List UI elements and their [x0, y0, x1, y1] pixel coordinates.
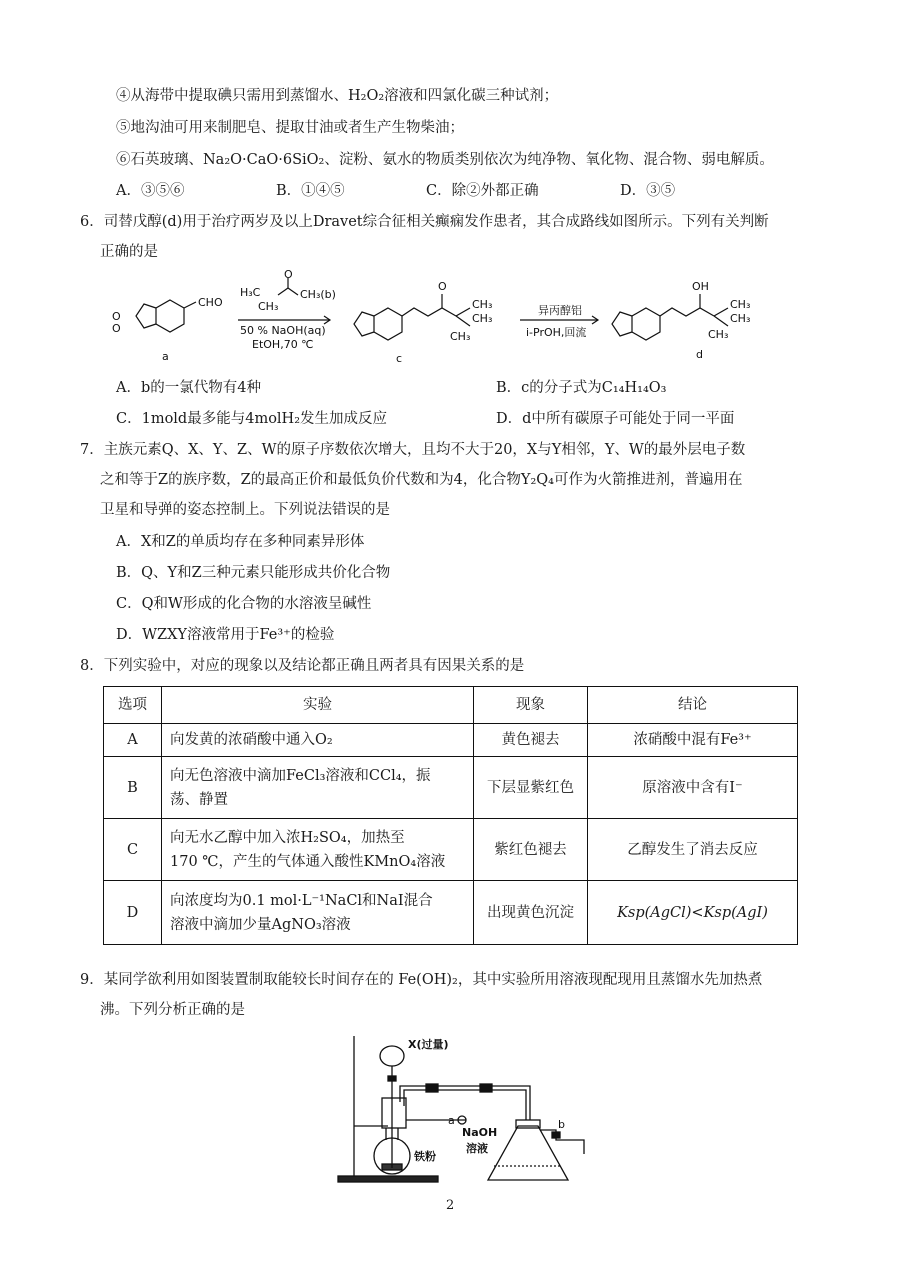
label-naoh: NaOH: [462, 1126, 498, 1139]
q5-item-5: ⑤地沟油可用来制肥皂、提取甘油或者生产生物柴油；: [116, 120, 464, 136]
label-a: a: [162, 350, 169, 363]
label-solution: 溶液: [466, 1142, 488, 1155]
header-option: 选项: [104, 687, 162, 724]
row-conclusion: Ksp(AgCl)<Ksp(AgI): [588, 881, 798, 945]
reagent-b-tag: CH₃(b): [300, 288, 336, 301]
apparatus-diagram: [330, 1030, 610, 1190]
row-experiment: [162, 757, 474, 819]
label-d: d: [696, 348, 703, 361]
stand-base: [338, 1176, 438, 1182]
reagent-b-ch3: CH₃: [258, 300, 279, 313]
label-b: b: [558, 1118, 565, 1131]
row-experiment: [162, 819, 474, 881]
experiment-text-1: 向无水乙醇中加入浓H₂SO₄，加热至: [170, 829, 405, 846]
row-conclusion: 浓硝酸中混有Fe³⁺: [588, 724, 798, 757]
table-header-row: [104, 687, 798, 724]
experiment-text-1: 向无色溶液中滴加FeCl₃溶液和CCl₄，振: [170, 767, 431, 784]
q5-option-c: C．除②外都正确: [426, 183, 539, 199]
benzene-ring-d: [632, 308, 660, 340]
d-oh: OH: [692, 280, 709, 293]
q6-option-b: B．c的分子式为C₁₄H₁₄O₃: [496, 380, 667, 396]
experiment-text-2: 溶液中滴加少量AgNO₃溶液: [170, 916, 351, 933]
page-number: 2: [446, 1198, 455, 1213]
dioxole-ring-a: [136, 304, 156, 328]
row-phenomenon: 出现黄色沉淀: [474, 881, 588, 945]
row-experiment: [162, 724, 474, 757]
q5-option-a: A．③⑤⑥: [116, 183, 185, 199]
dropping-funnel: [380, 1046, 404, 1066]
label-x-excess: X(过量): [408, 1038, 449, 1051]
condition-2b: i-PrOH,回流: [526, 326, 587, 339]
experiment-text-1: 向浓度均为0.1 mol·L⁻¹NaCl和NaI混合: [170, 892, 433, 909]
condition-1a: 50 % NaOH(aq): [240, 324, 326, 337]
q6-stem-line2: 正确的是: [100, 244, 158, 260]
row-phenomenon: 黄色褪去: [474, 724, 588, 757]
q6-option-a: A．b的一氯代物有4种: [116, 380, 261, 396]
c-ch3-2: CH₃: [472, 312, 493, 325]
o-label-a1: O: [112, 310, 121, 323]
q5-option-b: B．①④⑤: [276, 183, 345, 199]
o-label-a2: O: [112, 322, 121, 335]
row-conclusion: 原溶液中含有I⁻: [588, 757, 798, 819]
experiment-table: [103, 686, 798, 945]
c-ch3-3: CH₃: [450, 330, 471, 343]
experiment-text-2: 荡、静置: [170, 791, 228, 808]
q7-stem-line1: 7．主族元素Q、X、Y、Z、W的原子序数依次增大，且均不大于20，X与Y相邻，Y、W的最外层电子数: [80, 442, 746, 458]
q7-option-c: C．Q和W形成的化合物的水溶液呈碱性: [116, 596, 372, 612]
q8-stem: 8．下列实验中，对应的现象以及结论都正确且两者具有因果关系的是: [80, 658, 525, 674]
label-c: c: [396, 352, 403, 365]
row-phenomenon: 紫红色褪去: [474, 819, 588, 881]
table-row: [104, 881, 798, 945]
reagent-b-o: O: [284, 270, 293, 281]
header-experiment: 实验: [162, 687, 474, 724]
q6-reaction-scheme: [110, 270, 810, 370]
q5-item-4: ④从海带中提取碘只需用到蒸馏水、H₂O₂溶液和四氯化碳三种试剂；: [116, 88, 559, 104]
q6-option-c: C．1mold最多能与4molH₂发生加成反应: [116, 411, 388, 427]
experiment-text-2: 170 ℃，产生的气体通入酸性KMnO₄溶液: [170, 853, 446, 870]
table-row: [104, 724, 798, 757]
c-ch3-1: CH₃: [472, 298, 493, 311]
q5-item-6: ⑥石英玻璃、Na₂O·CaO·6SiO₂、淀粉、氨水的物质类别依次为纯净物、氧化物、混合物、弱电解质。: [116, 152, 774, 168]
q5-option-d: D．③⑤: [620, 183, 676, 199]
c-carbonyl-o: O: [438, 280, 447, 293]
d-ch3-3: CH₃: [708, 328, 729, 341]
condition-1b: EtOH,70 ℃: [252, 338, 314, 351]
header-phenomenon: 现象: [474, 687, 588, 724]
cho-label: CHO: [198, 296, 223, 309]
row-option: A: [104, 724, 162, 757]
benzene-ring-c: [374, 308, 402, 340]
benzene-ring-a: [156, 300, 184, 332]
label-a: a: [448, 1114, 455, 1127]
table-row: [104, 757, 798, 819]
dioxole-ring-d: [612, 312, 632, 336]
experiment-text: 向发黄的浓硝酸中通入O₂: [170, 732, 333, 748]
q6-stem-line1: 6．司替戊醇(d)用于治疗两岁及以上Dravet综合征相关癫痫发作患者，其合成路线如图所示。下列有关判断: [80, 214, 769, 230]
header-conclusion: 结论: [588, 687, 798, 724]
condition-2a: 异丙醇铝: [538, 304, 582, 317]
q9-stem-line1: 9．某同学欲利用如图装置制取能较长时间存在的 Fe(OH)₂，其中实验所用溶液现配现用且蒸馏水先加热煮: [80, 972, 763, 988]
q6-option-d: D．d中所有碳原子可能处于同一平面: [496, 411, 735, 427]
row-option: B: [104, 757, 162, 819]
row-conclusion: 乙醇发生了消去反应: [588, 819, 798, 881]
row-phenomenon: 下层显紫红色: [474, 757, 588, 819]
dioxole-ring-c: [354, 312, 374, 336]
reagent-b-h3c: H₃C: [240, 286, 261, 299]
table-row: [104, 819, 798, 881]
q7-option-d: D．WZXY溶液常用于Fe³⁺的检验: [116, 627, 335, 643]
row-option: D: [104, 881, 162, 945]
q7-option-a: A．X和Z的单质均存在多种同素异形体: [116, 534, 365, 550]
q9-stem-line2: 沸。下列分析正确的是: [100, 1002, 245, 1018]
row-option: C: [104, 819, 162, 881]
row-experiment: [162, 881, 474, 945]
q7-stem-line3: 卫星和导弹的姿态控制上。下列说法错误的是: [100, 502, 390, 518]
q7-stem-line2: 之和等于Z的族序数，Z的最高正价和最低负价代数和为4，化合物Y₂Q₄可作为火箭推进剂，普遍用在: [100, 472, 743, 488]
label-iron-powder: 铁粉: [414, 1150, 436, 1163]
q7-option-b: B．Q、Y和Z三种元素只能形成共价化合物: [116, 565, 391, 581]
d-ch3-2: CH₃: [730, 312, 751, 325]
d-ch3-1: CH₃: [730, 298, 751, 311]
